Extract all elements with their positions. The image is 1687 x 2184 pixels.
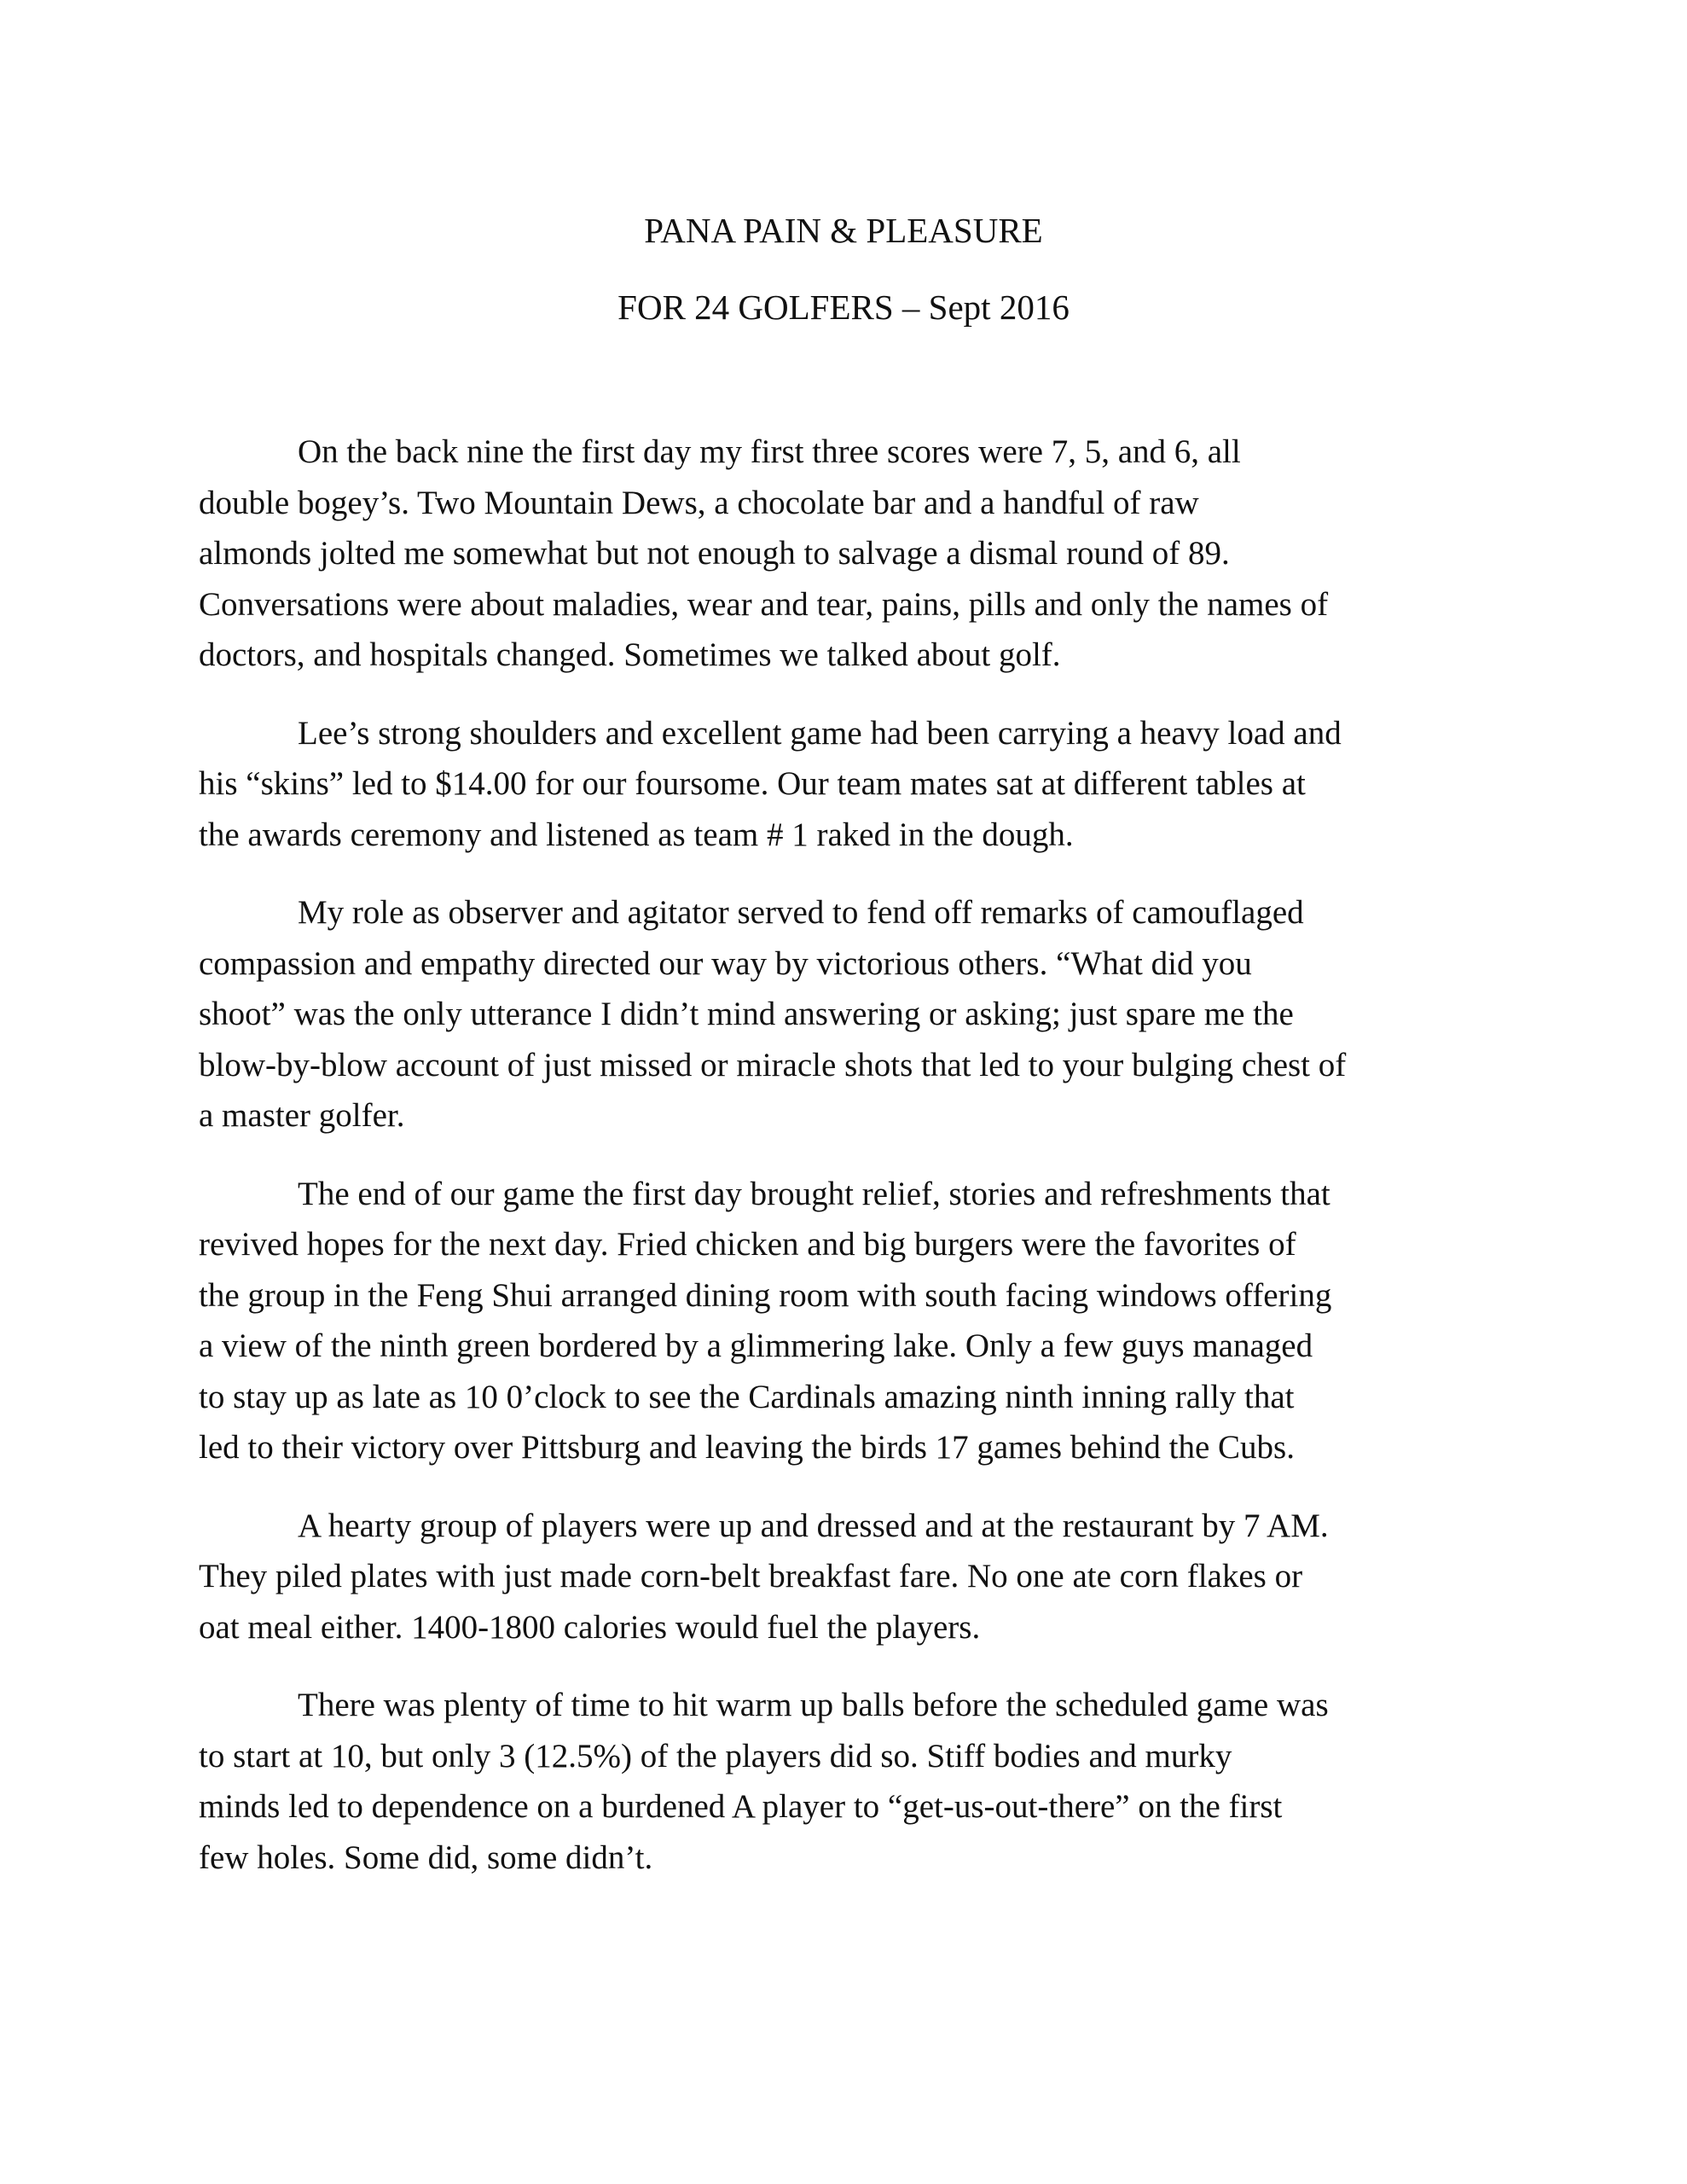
paragraph bbox=[199, 1680, 1516, 1883]
title-block bbox=[0, 192, 1687, 346]
text-line: revived hopes for the next day. Fried chicken and big burgers were the favorites of bbox=[199, 1226, 1296, 1263]
text-line: A hearty group of players were up and dressed and at the restaurant by 7 AM. bbox=[298, 1507, 1329, 1544]
text-line: compassion and empathy directed our way by victorious others. “What did you bbox=[199, 944, 1252, 982]
text-line: On the back nine the first day my first three scores were 7, 5, and 6, all bbox=[298, 433, 1241, 470]
paragraph bbox=[199, 708, 1516, 861]
text-line: blow-by-blow account of just missed or miracle shots that led to your bulging chest of bbox=[199, 1046, 1347, 1083]
text-line: doctors, and hospitals changed. Sometimes we talked about golf. bbox=[199, 636, 1061, 673]
text-line: The end of our game the first day brought relief, stories and refreshments that bbox=[298, 1175, 1330, 1212]
text-line: the group in the Feng Shui arranged dining room with south facing windows offering bbox=[199, 1276, 1332, 1314]
text-line: almonds jolted me somewhat but not enough to salvage a dismal round of 89. bbox=[199, 535, 1230, 572]
text-line: minds led to dependence on a burdened A player to “get-us-out-there” on the first bbox=[199, 1788, 1283, 1825]
paragraph bbox=[199, 887, 1516, 1141]
text-line: oat meal either. 1400-1800 calories would fuel the players. bbox=[199, 1608, 981, 1646]
text-line: to stay up as late as 10 0’clock to see the Cardinals amazing ninth inning rally that bbox=[199, 1378, 1295, 1415]
document-title: PANA PAIN & PLEASURE bbox=[644, 211, 1043, 250]
paragraph bbox=[199, 1501, 1516, 1653]
text-line: the awards ceremony and listened as team # 1 raked in the dough. bbox=[199, 816, 1074, 853]
text-line: Lee’s strong shoulders and excellent game had been carrying a heavy load and bbox=[298, 714, 1342, 752]
text-line: to start at 10, but only 3 (12.5%) of the players did so. Stiff bodies and murky bbox=[199, 1737, 1232, 1774]
text-line: There was plenty of time to hit warm up balls before the scheduled game was bbox=[298, 1687, 1329, 1723]
text-line: shoot” was the only utterance I didn’t mind answering or asking; just spare me the bbox=[199, 996, 1294, 1032]
document-subtitle: FOR 24 GOLFERS – Sept 2016 bbox=[617, 288, 1070, 327]
text-line: his “skins” led to $14.00 for our foursome. Our team mates sat at different tables at bbox=[199, 765, 1306, 802]
text-line: a master golfer. bbox=[199, 1097, 405, 1134]
text-line: few holes. Some did, some didn’t. bbox=[199, 1838, 653, 1876]
text-line: led to their victory over Pittsburg and leaving the birds 17 games behind the Cubs. bbox=[199, 1429, 1295, 1466]
document-body bbox=[199, 427, 1516, 1910]
text-line: My role as observer and agitator served to fend off remarks of camouflaged bbox=[298, 894, 1304, 931]
text-line: a view of the ninth green bordered by a glimmering lake. Only a few guys managed bbox=[199, 1327, 1313, 1364]
text-line: Conversations were about maladies, wear and tear, pains, pills and only the names of bbox=[199, 585, 1329, 623]
paragraph bbox=[199, 427, 1516, 681]
text-line: double bogey’s. Two Mountain Dews, a chocolate bar and a handful of raw bbox=[199, 484, 1199, 521]
paragraph bbox=[199, 1169, 1516, 1473]
text-line: They piled plates with just made corn-belt breakfast fare. No one ate corn flakes or bbox=[199, 1558, 1303, 1594]
